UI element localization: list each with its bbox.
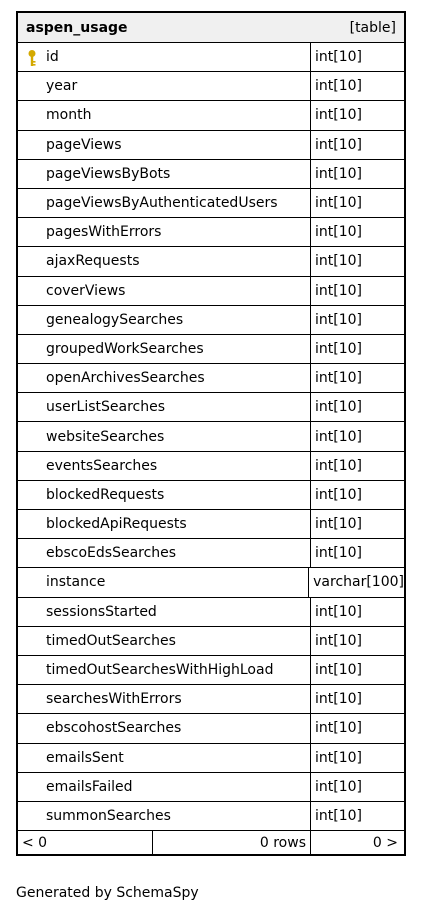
column-type: int[10]: [315, 224, 362, 241]
column-name-text: year: [46, 78, 78, 95]
column-row: [18, 160, 404, 189]
column-name-text: emailsSent: [46, 749, 124, 766]
column-type: int[10]: [315, 545, 362, 562]
column-row: [18, 43, 404, 72]
column-name-text: genealogySearches: [46, 311, 184, 328]
column-type: int[10]: [315, 662, 362, 679]
column-name: [18, 160, 311, 188]
column-name-text: blockedRequests: [46, 486, 165, 503]
column-type: int[10]: [315, 632, 362, 649]
column-name-text: pageViews: [46, 136, 122, 153]
column-name: [18, 189, 311, 217]
table-header: [18, 13, 404, 43]
column-name-text: timedOutSearches: [46, 632, 176, 649]
column-row: [18, 218, 404, 247]
column-row: [18, 510, 404, 539]
column-name-text: eventsSearches: [46, 457, 158, 474]
column-name-text: ebscohostSearches: [46, 720, 182, 737]
column-name: [18, 218, 311, 246]
column-name: [18, 101, 311, 129]
column-name-text: summonSearches: [46, 807, 171, 824]
column-type: int[10]: [315, 603, 362, 620]
column-row: [18, 568, 404, 597]
column-name: [18, 131, 311, 159]
column-name: [18, 510, 311, 538]
column-name: [18, 568, 309, 596]
column-row: [18, 72, 404, 101]
column-name-text: ebscoEdsSearches: [46, 545, 177, 562]
column-row: [18, 277, 404, 306]
column-name-text: instance: [46, 574, 106, 591]
column-type: int[10]: [315, 253, 362, 270]
column-row: [18, 598, 404, 627]
column-name: [18, 685, 311, 713]
column-name-text: coverViews: [46, 282, 126, 299]
column-name-text: pagesWithErrors: [46, 224, 162, 241]
column-name: [18, 802, 311, 830]
column-name: [18, 277, 311, 305]
column-name: [18, 72, 311, 100]
column-name-text: emailsFailed: [46, 778, 133, 795]
table-name: aspen_usage: [26, 19, 128, 36]
column-name-text: pageViewsByAuthenticatedUsers: [46, 195, 278, 212]
column-row: [18, 393, 404, 422]
column-type: varchar[100]: [313, 574, 404, 591]
column-name: [18, 539, 311, 567]
column-row: [18, 422, 404, 451]
column-type: int[10]: [315, 720, 362, 737]
column-name: [18, 773, 311, 801]
column-name-text: websiteSearches: [46, 428, 165, 445]
footer-children-count: < 0: [18, 831, 153, 854]
column-row: [18, 306, 404, 335]
column-name: [18, 422, 311, 450]
column-row: [18, 364, 404, 393]
column-type: int[10]: [315, 165, 362, 182]
column-name-text: id: [46, 49, 59, 66]
column-name: [18, 656, 311, 684]
column-name: [18, 481, 311, 509]
column-type: int[10]: [315, 778, 362, 795]
column-row: [18, 131, 404, 160]
column-row: [18, 802, 404, 831]
column-type: int[10]: [315, 136, 362, 153]
column-name: [18, 393, 311, 421]
column-row: [18, 452, 404, 481]
column-type: int[10]: [315, 282, 362, 299]
footer-row-count: 0 rows: [153, 831, 311, 854]
column-name: [18, 598, 311, 626]
column-list: [18, 43, 404, 831]
column-row: [18, 189, 404, 218]
column-name-text: month: [46, 107, 92, 124]
column-name: [18, 714, 311, 742]
column-name: [18, 452, 311, 480]
column-type: int[10]: [315, 486, 362, 503]
column-row: [18, 481, 404, 510]
table-kind: [table]: [349, 19, 396, 36]
column-row: [18, 539, 404, 568]
column-row: [18, 744, 404, 773]
column-name: [18, 744, 311, 772]
column-name-text: userListSearches: [46, 399, 166, 416]
column-name-text: openArchivesSearches: [46, 370, 205, 387]
column-type: int[10]: [315, 749, 362, 766]
column-type: int[10]: [315, 807, 362, 824]
column-name-text: sessionsStarted: [46, 603, 157, 620]
column-type: int[10]: [315, 49, 362, 66]
column-name: [18, 43, 311, 71]
column-type: int[10]: [315, 340, 362, 357]
column-type: int[10]: [315, 399, 362, 416]
column-name: [18, 364, 311, 392]
column-type: int[10]: [315, 78, 362, 95]
column-type: int[10]: [315, 691, 362, 708]
column-row: [18, 335, 404, 364]
footer-parents-count: 0 >: [372, 834, 398, 851]
column-name-text: pageViewsByBots: [46, 165, 171, 182]
column-type: int[10]: [315, 516, 362, 533]
column-name: [18, 306, 311, 334]
column-name-text: searchesWithErrors: [46, 691, 182, 708]
column-name: [18, 247, 311, 275]
primary-key-icon: [26, 49, 38, 67]
column-name-text: groupedWorkSearches: [46, 340, 204, 357]
column-type: int[10]: [315, 107, 362, 124]
column-name-text: timedOutSearchesWithHighLoad: [46, 662, 274, 679]
column-row: [18, 656, 404, 685]
generated-by-text: Generated by SchemaSpy: [16, 885, 199, 901]
column-type: int[10]: [315, 311, 362, 328]
column-type: int[10]: [315, 457, 362, 474]
column-name-text: blockedApiRequests: [46, 516, 187, 533]
column-row: [18, 714, 404, 743]
table-footer: [18, 831, 404, 854]
column-row: [18, 685, 404, 714]
column-name-text: ajaxRequests: [46, 253, 140, 270]
column-type: int[10]: [315, 370, 362, 387]
column-name: [18, 627, 311, 655]
column-row: [18, 773, 404, 802]
column-name: [18, 335, 311, 363]
table-node: [16, 11, 406, 856]
column-type: int[10]: [315, 195, 362, 212]
column-type: int[10]: [315, 428, 362, 445]
column-row: [18, 101, 404, 130]
column-row: [18, 627, 404, 656]
column-row: [18, 247, 404, 276]
